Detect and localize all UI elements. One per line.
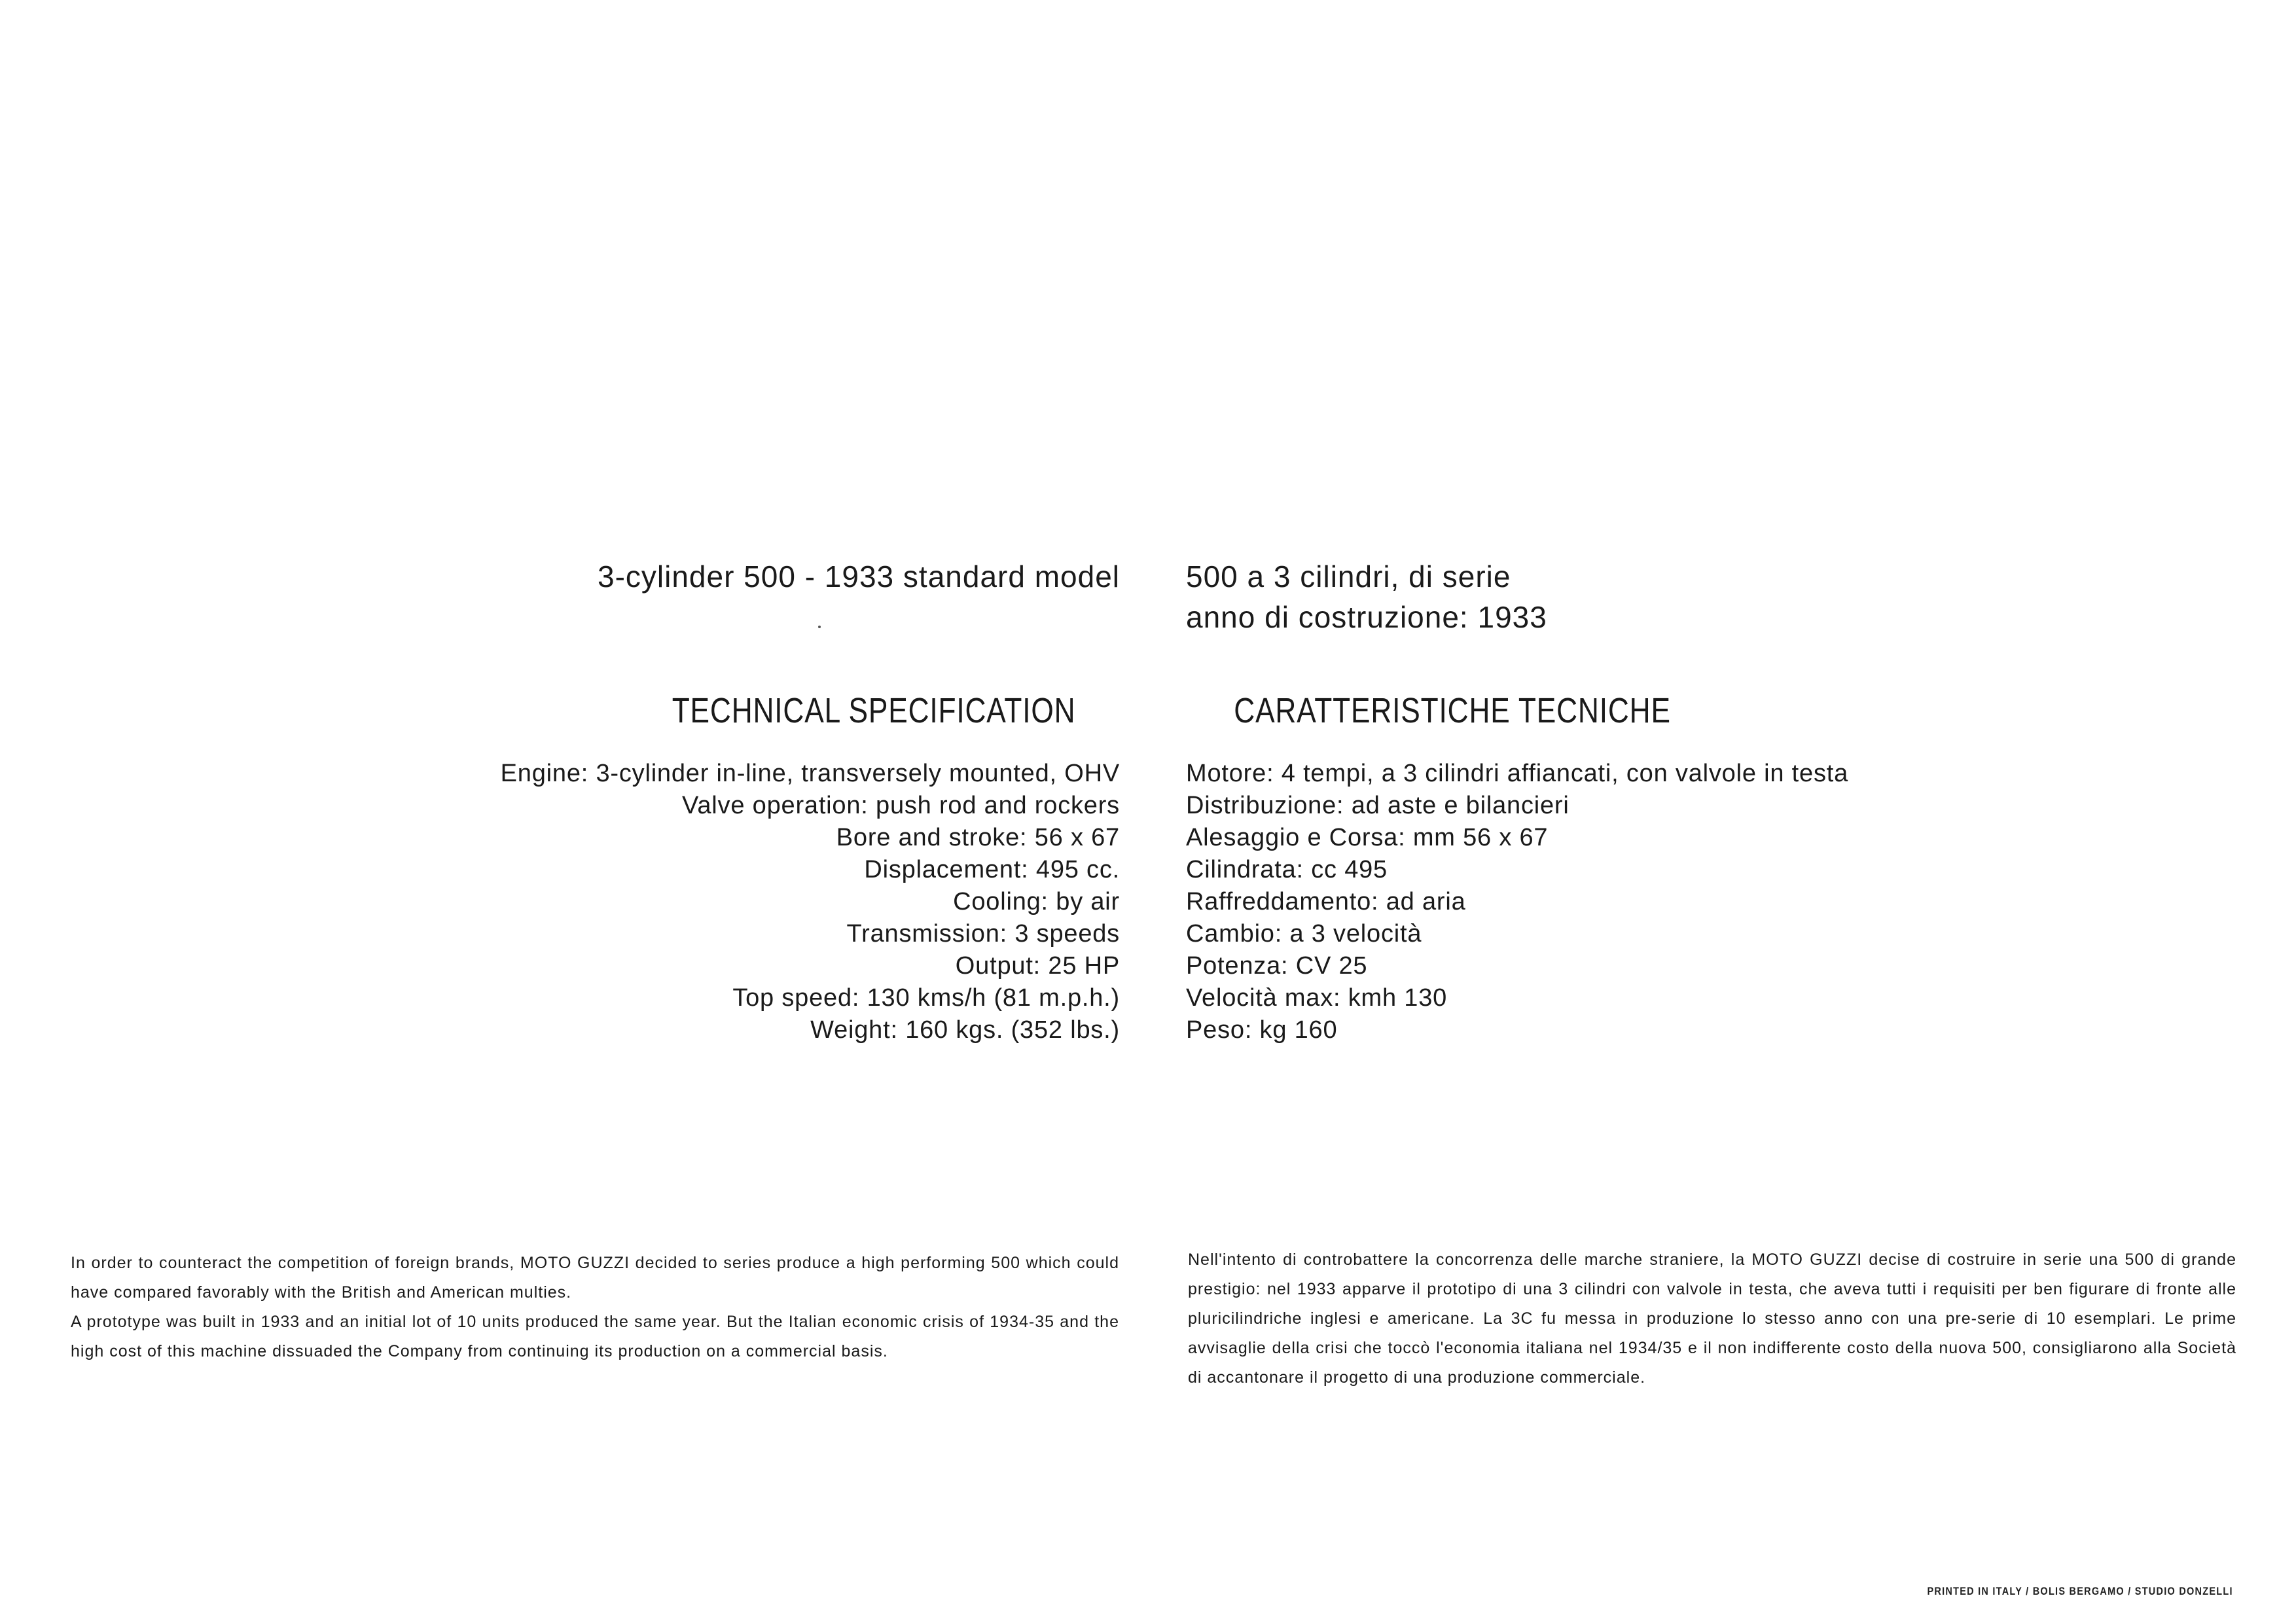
italian-section-heading: CARATTERISTICHE TECNICHE xyxy=(1234,691,1671,730)
printer-credit: PRINTED IN ITALY / BOLIS BERGAMO / STUDIO DONZELLI xyxy=(1927,1585,2233,1597)
print-speck xyxy=(818,626,821,628)
spec-weight: Weight: 160 kgs. (352 lbs.) xyxy=(810,1016,1120,1044)
spec-bore-stroke: Bore and stroke: 56 x 67 xyxy=(836,824,1120,851)
spec-top-speed: Top speed: 130 kms/h (81 m.p.h.) xyxy=(732,984,1120,1012)
spec-output: Output: 25 HP xyxy=(955,952,1120,980)
spec-cooling: Cooling: by air xyxy=(953,888,1120,915)
spec-engine: Engine: 3-cylinder in-line, transversely mounted, OHV xyxy=(500,760,1120,787)
english-spec-list xyxy=(501,758,1120,1046)
english-description xyxy=(71,1249,1119,1366)
english-section-heading: TECHNICAL SPECIFICATION xyxy=(672,691,1076,730)
english-paragraph-2: A prototype was built in 1933 and an initial lot of 10 units produced the same year. But the Italian economic crisis of 1934-35 and the high cost of this machine dissuaded the Company from continuing its production on a commercial basis. xyxy=(71,1313,1119,1360)
italian-title-line-2: anno di costruzione: 1933 xyxy=(1186,600,1547,634)
spec-cambio: Cambio: a 3 velocità xyxy=(1186,920,1422,948)
spec-distribuzione: Distribuzione: ad aste e bilancieri xyxy=(1186,792,1570,819)
spec-cilindrata: Cilindrata: cc 495 xyxy=(1186,856,1388,883)
english-paragraph-1: In order to counteract the competition of foreign brands, MOTO GUZZI decided to series produce a high performing 500 which could have compared favorably with the British and American multies. xyxy=(71,1254,1119,1302)
spec-peso: Peso: kg 160 xyxy=(1186,1016,1338,1044)
spec-motore: Motore: 4 tempi, a 3 cilindri affiancati, con valvole in testa xyxy=(1186,760,1849,787)
english-model-title: 3-cylinder 500 - 1933 standard model xyxy=(597,559,1120,594)
italian-model-title xyxy=(1186,556,1547,637)
italian-description xyxy=(1188,1245,2236,1393)
italian-title-line-1: 500 a 3 cilindri, di serie xyxy=(1186,559,1511,594)
spec-valve-operation: Valve operation: push rod and rockers xyxy=(682,792,1120,819)
spec-raffreddamento: Raffreddamento: ad aria xyxy=(1186,888,1466,915)
spec-displacement: Displacement: 495 cc. xyxy=(864,856,1120,883)
spec-transmission: Transmission: 3 speeds xyxy=(846,920,1120,948)
spec-potenza: Potenza: CV 25 xyxy=(1186,952,1368,980)
italian-paragraph: Nell'intento di controbattere la concorrenza delle marche straniere, la MOTO GUZZI decise di costruire in serie una 500 di grande prestigio: nel 1933 apparve il prototipo di una 3 cilindri con valvole in testa, che aveva tutti i requisiti per ben figurare di fronte alle pluricilindriche inglesi e americane. La 3C fu messa in produzione lo stesso anno con una pre-serie di 10 esemplari. Le prime avvisaglie della crisi che toccò l'economia italiana nel 1934/35 e il non indifferente costo della nuova 500, consigliarono alla Società di accantonare il progetto di una produzione commerciale. xyxy=(1188,1251,2236,1387)
spec-velocita-max: Velocità max: kmh 130 xyxy=(1186,984,1448,1012)
italian-spec-list xyxy=(1186,758,1848,1046)
spec-alesaggio-corsa: Alesaggio e Corsa: mm 56 x 67 xyxy=(1186,824,1549,851)
